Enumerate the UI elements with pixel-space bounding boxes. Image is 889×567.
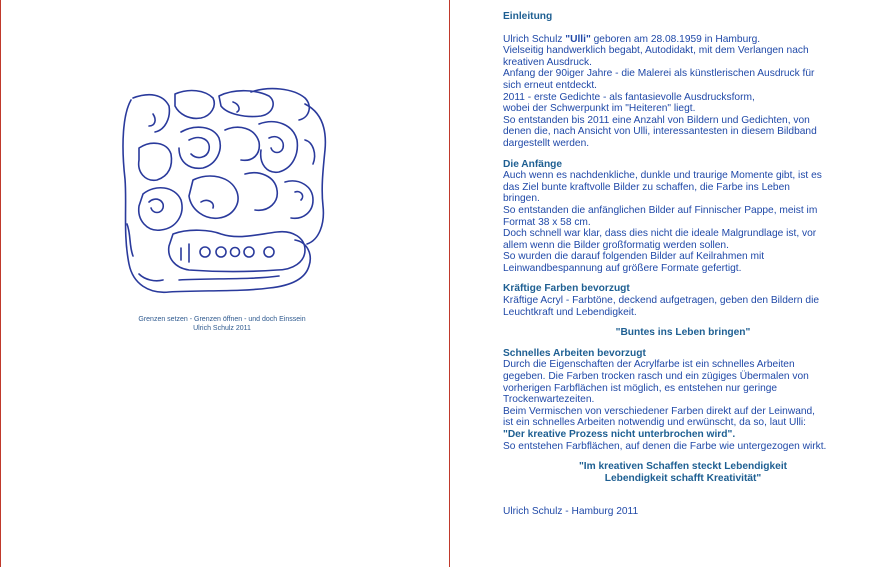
text-line: Kräftige Acryl - Farbtöne, deckend aufgetragen, geben den Bildern die [503,295,820,307]
text-line: Auch wenn es nachdenkliche, dunkle und traurige Momente gibt, ist es [503,170,822,182]
quote-kreativ-line2: Lebendigkeit schafft Kreativität" [604,472,762,484]
intro-line [503,34,863,46]
text-line: dargestellt werden. [503,137,590,149]
text-line: Vielseitig handwerklich begabt, Autodidakt, mit dem Verlangen nach [503,45,809,57]
text-line: allem wenn die Bilder großformatig werden sollen. [503,239,729,251]
text-line: Format 38 x 58 cm. [503,216,591,228]
artwork-caption [91,315,353,333]
text-line: sich erneut entdeckt. [503,79,598,91]
text-line: Leuchtkraft und Lebendigkeit. [503,306,637,318]
line-drawing-artwork [109,84,335,306]
intro-pre: Ulrich Schulz [503,33,566,45]
heading-arbeiten: Schnelles Arbeiten bevorzugt [503,347,646,359]
right-page [450,0,889,567]
signature: Ulrich Schulz - Hamburg 2011 [503,506,639,518]
quote-kreativ-line1: "Im kreativen Schaffen steckt Lebendigkeit [578,461,788,473]
text-line: denen die, nach Ansicht von Ulli, interessantesten in diesem Bildband [503,126,817,138]
text-line: ist ein schnelles Arbeiten notwendig und erwünscht, da so, laut Ulli: [503,417,806,429]
intro-nickname: "Ulli" [565,33,591,45]
quote-buntes: "Buntes ins Leben bringen" [615,327,751,339]
text-line: So entstanden bis 2011 eine Anzahl von Bildern und Gedichten, von [503,114,810,126]
text-line: Durch die Eigenschaften der Acrylfarbe ist ein schnelles Arbeiten [503,359,795,371]
text-line: So wurden die darauf folgenden Bilder auf Keilrahmen mit [503,251,765,263]
text-line: So entstanden die anfänglichen Bilder auf Finnischer Pappe, meist im [503,204,818,216]
text-body [503,11,863,518]
quote-inline-bold: "Der kreative Prozess nicht unterbrochen wird". [503,429,736,440]
intro-post: geboren am 28.08.1959 in Hamburg. [590,33,761,45]
text-line: bringen. [503,193,540,205]
heading-anfaenge: Die Anfänge [503,158,563,170]
caption-author: Ulrich Schulz 2011 [193,325,251,332]
heading-farben: Kräftige Farben bevorzugt [503,283,630,295]
heading-einleitung: Einleitung [503,11,553,22]
text-line: das Ziel bunte kraftvolle Bilder zu schaffen, die Farbe ins Leben [503,181,790,193]
text-line: Beim Vermischen von verschiedener Farben direkt auf der Leinwand, [503,405,816,417]
text-line: gegeben. Die Farben trocken rasch und ein zügiges Übermalen von [503,371,809,383]
text-line: Trockenwartezeiten. [503,394,595,406]
text-line: wobei der Schwerpunkt im "Heiteren" liegt. [503,103,696,115]
text-line: Doch schnell war klar, dass dies nicht die ideale Malgrundlage ist, vor [503,228,817,240]
text-line: So entstehen Farbflächen, auf denen die Farbe wie untergezogen wirkt. [503,440,827,452]
text-line: Leinwandbespannung auf größere Formate gefertigt. [503,262,742,274]
text-line: Anfang der 90iger Jahre - die Malerei als künstlerischen Ausdruck für [503,68,815,80]
text-line: vorherigen Farbflächen ist möglich, es entstehen nur geringe [503,382,778,394]
text-line: kreativen Ausdruck. [503,56,592,68]
caption-title: Grenzen setzen - Grenzen öffnen - und doch Einssein [138,316,306,323]
left-page [1,0,449,567]
text-line: 2011 - erste Gedichte - als fantasievolle Ausdrucksform, [503,91,755,103]
